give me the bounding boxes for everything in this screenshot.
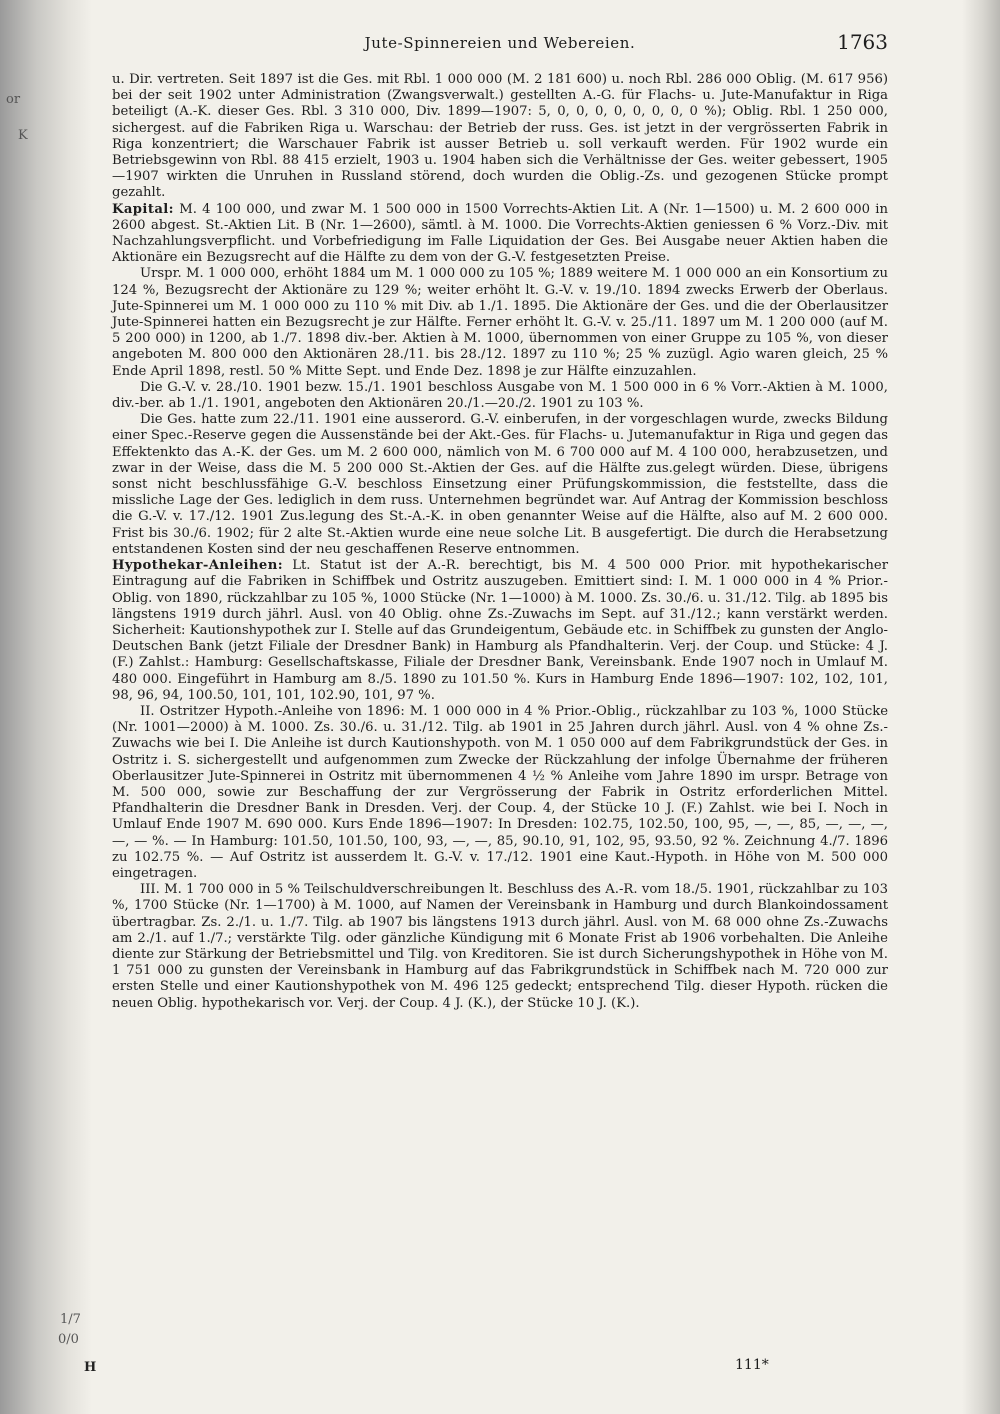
paragraph [112,882,888,1012]
paragraph [112,412,888,558]
paragraph-text: Lt. Statut ist der A.-R. berechtigt, bis M. 4 500 000 Prior. mit hypothekarischer Eintragung auf die Fabriken in Schiffbek und Ostritz auszugeben. Emittiert sind: I. M. 1 000 000 in 4 % Prior.-Oblig. von 1890, rückzahlbar zu 105 %, 1000 Stücke (Nr. 1—1000) à M. 1000. Zs. 30./6. u. 31./12. Tilg. ab 1895 bis längstens 1919 durch jährl. Ausl. von 40 Oblig. ohne Zs.-Zuwachs im Sept. auf 31./12.; kann verstärkt werden. Sicherheit: Kautionshypothek zur I. Stelle auf das Grundeigentum, Gebäude etc. in Schiffbek zu gunsten der Anglo-Deutschen Bank (jetzt Filiale der Dresdner Bank) in Hamburg als Pfandhalterin. Verj. der Coup. und Stücke: 4 J. (F.) Zahlst.: Hamburg: Gesellschaftskasse, Filiale der Dresdner Bank, Vereinsbank. Ende 1907 noch in Umlauf M. 480 000. Eingeführt in Hamburg am 8./5. 1890 zu 101.50 %. Kurs in Hamburg Ende 1896—1907: 102, 102, 101, 98, 96, 94, 100.50, 101, 101, 102.90, 101, 97 %. [112,558,888,703]
paragraph-text: Die G.-V. v. 28./10. 1901 bezw. 15./1. 1901 beschloss Ausgabe von M. 1 500 000 in 6 % Vorr.-Aktien à M. 1000, div.-ber. ab 1./1. 1901, angeboten den Aktionären 20./1.—20./2. 1901 zu 103 %. [112,379,888,412]
paragraph [112,202,888,267]
paragraph [112,380,888,412]
paragraph-text: III. M. 1 700 000 in 5 % Teilschuldverschreibungen lt. Beschluss des A.-R. vom 18./5. 1901, rückzahlbar zu 103 %, 1700 Stücke (Nr. 1—1700) à M. 1000, auf Namen der Vereinsbank in Hamburg und durch Blankoindossament übertragbar. Zs. 2./1. u. 1./7. Tilg. ab 1907 bis längstens 1913 durch jährl. Ausl. von M. 68 000 ohne Zs.-Zuwachs am 2./1. auf 1./7.; verstärkte Tilg. oder gänzliche Kündigung mit 6 Monate Frist ab 1906 vorbehalten. Die Anleihe diente zur Stärkung der Betriebsmittel und Tilg. von Kreditoren. Sie ist durch Sicherungshypothek in Höhe von M. 1 751 000 zu gunsten der Vereinsbank in Hamburg auf das Fabrikgrundstück in Schiffbek nach M. 720 000 zur ersten Stelle und einer Kautionshypothek von M. 496 125 gedeckt; entsprechend Tilg. dieser Hypoth. rücken die neuen Oblig. hypothekarisch vor. Verj. der Coup. 4 J. (K.), der Stücke 10 J. (K.). [112,882,888,1011]
running-title: Jute-Spinnereien und Webereien. [364,34,636,52]
paragraph-text: II. Ostritzer Hypoth.-Anleihe von 1896: M. 1 000 000 in 4 % Prior.-Oblig., rückzahlbar zu 103 %, 1000 Stücke (Nr. 1001—2000) à M. 1000. Zs. 30./6. u. 31./12. Tilg. ab 1901 in 25 Jahren durch jährl. Ausl. von 4 % ohne Zs.-Zuwachs wie bei I. Die Anleihe ist durch Kautionshypoth. von M. 1 050 000 auf dem Fabrikgrundstück der Ges. in Ostritz i. S. sichergestellt und aufgenommen zum Zwecke der Rückzahlung der infolge Übernahme der früheren Oberlausitzer Jute-Spinnerei in Ostritz mit übernommenen 4 ½ % Anleihe vom Jahre 1890 im urspr. Betrage von M. 500 000, sowie zur Beschaffung der zur Vergrösserung der Fabrik in Ostritz erforderlichen Mittel. Pfandhalterin die Dresdner Bank in Dresden. Verj. der Coup. 4, der Stücke 10 J. (F.) Zahlst. wie bei I. Noch in Umlauf Ende 1907 M. 690 000. Kurs Ende 1896—1907: In Dresden: 102.75, 102.50, 100, 95, —, —, 85, —, —, —, —, — %. — In Hamburg: 101.50, 101.50, 100, 93, —, —, 85, 90.10, 91, 102, 95, 93.50, 92 %. Zeichnung 4./7. 1896 zu 102.75 %. — Auf Ostritz ist ausserdem lt. G.-V. v. 17./12. 1901 eine Kaut.-Hypoth. in Höhe von M. 500 000 eingetragen. [112,703,888,881]
paragraph [112,704,888,882]
paragraph [112,72,888,202]
paragraph [112,266,888,379]
document-page [112,30,888,1012]
paragraph-text: Urspr. M. 1 000 000, erhöht 1884 um M. 1 000 000 zu 105 %; 1889 weitere M. 1 000 000 an ein Konsortium zu 124 %, Bezugsrecht der Aktionäre zu 129 %; weiter erhöht lt. G.-V. v. 19./10. 1894 zwecks Erwerb der Oberlaus. Jute-Spinnerei um M. 1 000 000 zu 110 % mit Div. ab 1./1. 1895. Die Aktionäre der Ges. und die der Oberlausitzer Jute-Spinnerei hatten ein Bezugsrecht je zur Hälfte. Ferner erhöht lt. G.-V. v. 25./11. 1897 um M. 1 200 000 (auf M. 5 200 000) in 1200, ab 1./7. 1898 div.-ber. Aktien à M. 1000, übernommen von einer Gruppe zu 105 %, von dieser angeboten M. 800 000 den Aktionären 28./11. bis 28./12. 1897 zu 110 %; 25 % zuzügl. Agio waren gleich, 25 % Ende April 1898, restl. 50 % Mitte Sept. und Ende Dez. 1898 je zur Hälfte einzuzahlen. [112,266,888,379]
section-heading: Hypothekar-Anleihen: [112,558,283,574]
running-header [112,30,888,58]
margin-note: 0/0 [58,1332,79,1347]
paragraph [112,558,888,704]
paragraph-text: u. Dir. vertreten. Seit 1897 ist die Ges. mit Rbl. 1 000 000 (M. 2 181 600) u. noch Rbl. 286 000 Oblig. (M. 617 956) bei der seit 1902 unter Administration (Zwangsverwalt.) gestellten A.-G. für Flachs- u. Jute-Manufaktur in Riga beteiligt (A.-K. dieser Ges. Rbl. 3 310 000, Div. 1899—1907: 5, 0, 0, 0, 0, 0, 0, 0, 0 %); Oblig. Rbl. 1 250 000, sichergest. auf die Fabriken Riga u. Warschau: der Betrieb der russ. Ges. ist jetzt in der vergrösserten Fabrik in Riga konzentriert; die Warschauer Fabrik ist ausser Betrieb u. soll verkauft werden. Für 1902 wurde ein Betriebsgewinn von Rbl. 88 415 erzielt, 1903 u. 1904 haben sich die Verhältnisse der Ges. weiter gebessert, 1905—1907 wirkten die Unruhen in Russland störend, doch wurden die Oblig.-Zs. und gezogenen Stücke prompt gezahlt. [112,72,888,201]
body-text [112,72,888,1012]
section-heading: Kapital: [112,201,174,217]
margin-note: or [6,92,21,107]
page-edge-shadow [962,0,1000,1414]
paragraph-text: M. 4 100 000, und zwar M. 1 500 000 in 1500 Vorrechts-Aktien Lit. A (Nr. 1—1500) u. M. 2 600 000 in 2600 abgest. St.-Aktien Lit. B (Nr. 1—2600), sämtl. à M. 1000. Die Vorrechts-Aktien geniessen 6 % Vorz.-Div. mit Nachzahlungsverpflicht. und Vorbefriedigung im Falle Liquidation der Ges. Bei Ausgabe neuer Aktien haben die Aktionäre ein Bezugsrecht auf die Hälfte zu dem von der G.-V. festgesetzten Preise. [112,201,888,266]
margin-note: 1/7 [60,1312,81,1327]
margin-note: K [18,128,28,143]
page-number: 1763 [837,30,888,54]
page-binding-shadow [0,0,92,1414]
signature-mark: 111* [735,1357,769,1373]
margin-note: H [84,1360,97,1375]
paragraph-text: Die Ges. hatte zum 22./11. 1901 eine ausserord. G.-V. einberufen, in der vorgeschlagen wurde, zwecks Bildung einer Spec.-Reserve gegen die Aussenstände bei der Akt.-Ges. für Flachs- u. Jutemanufaktur in Riga und gegen das Effektenkto das A.-K. der Ges. um M. 2 600 000, nämlich von M. 6 700 000 auf M. 4 100 000, herabzusetzen, und zwar in der Weise, dass die M. 5 200 000 St.-Aktien der Ges. auf die Hälfte zus.gelegt würden. Diese, übrigens sonst nicht beschlussfähige G.-V. beschloss Einsetzung einer Prüfungskommission, die feststellte, dass die missliche Lage der Ges. lediglich in dem russ. Unternehmen begründet war. Auf Antrag der Kommission beschloss die G.-V. v. 17./12. 1901 Zus.legung des St.-A.-K. in oben genannter Weise auf die Hälfte, also auf M. 2 600 000. Frist bis 30./6. 1902; für 2 alte St.-Aktien wurde eine neue solche Lit. B ausgefertigt. Die durch die Herabsetzung entstandenen Kosten sind der neu geschaffenen Reserve entnommen. [112,412,888,557]
